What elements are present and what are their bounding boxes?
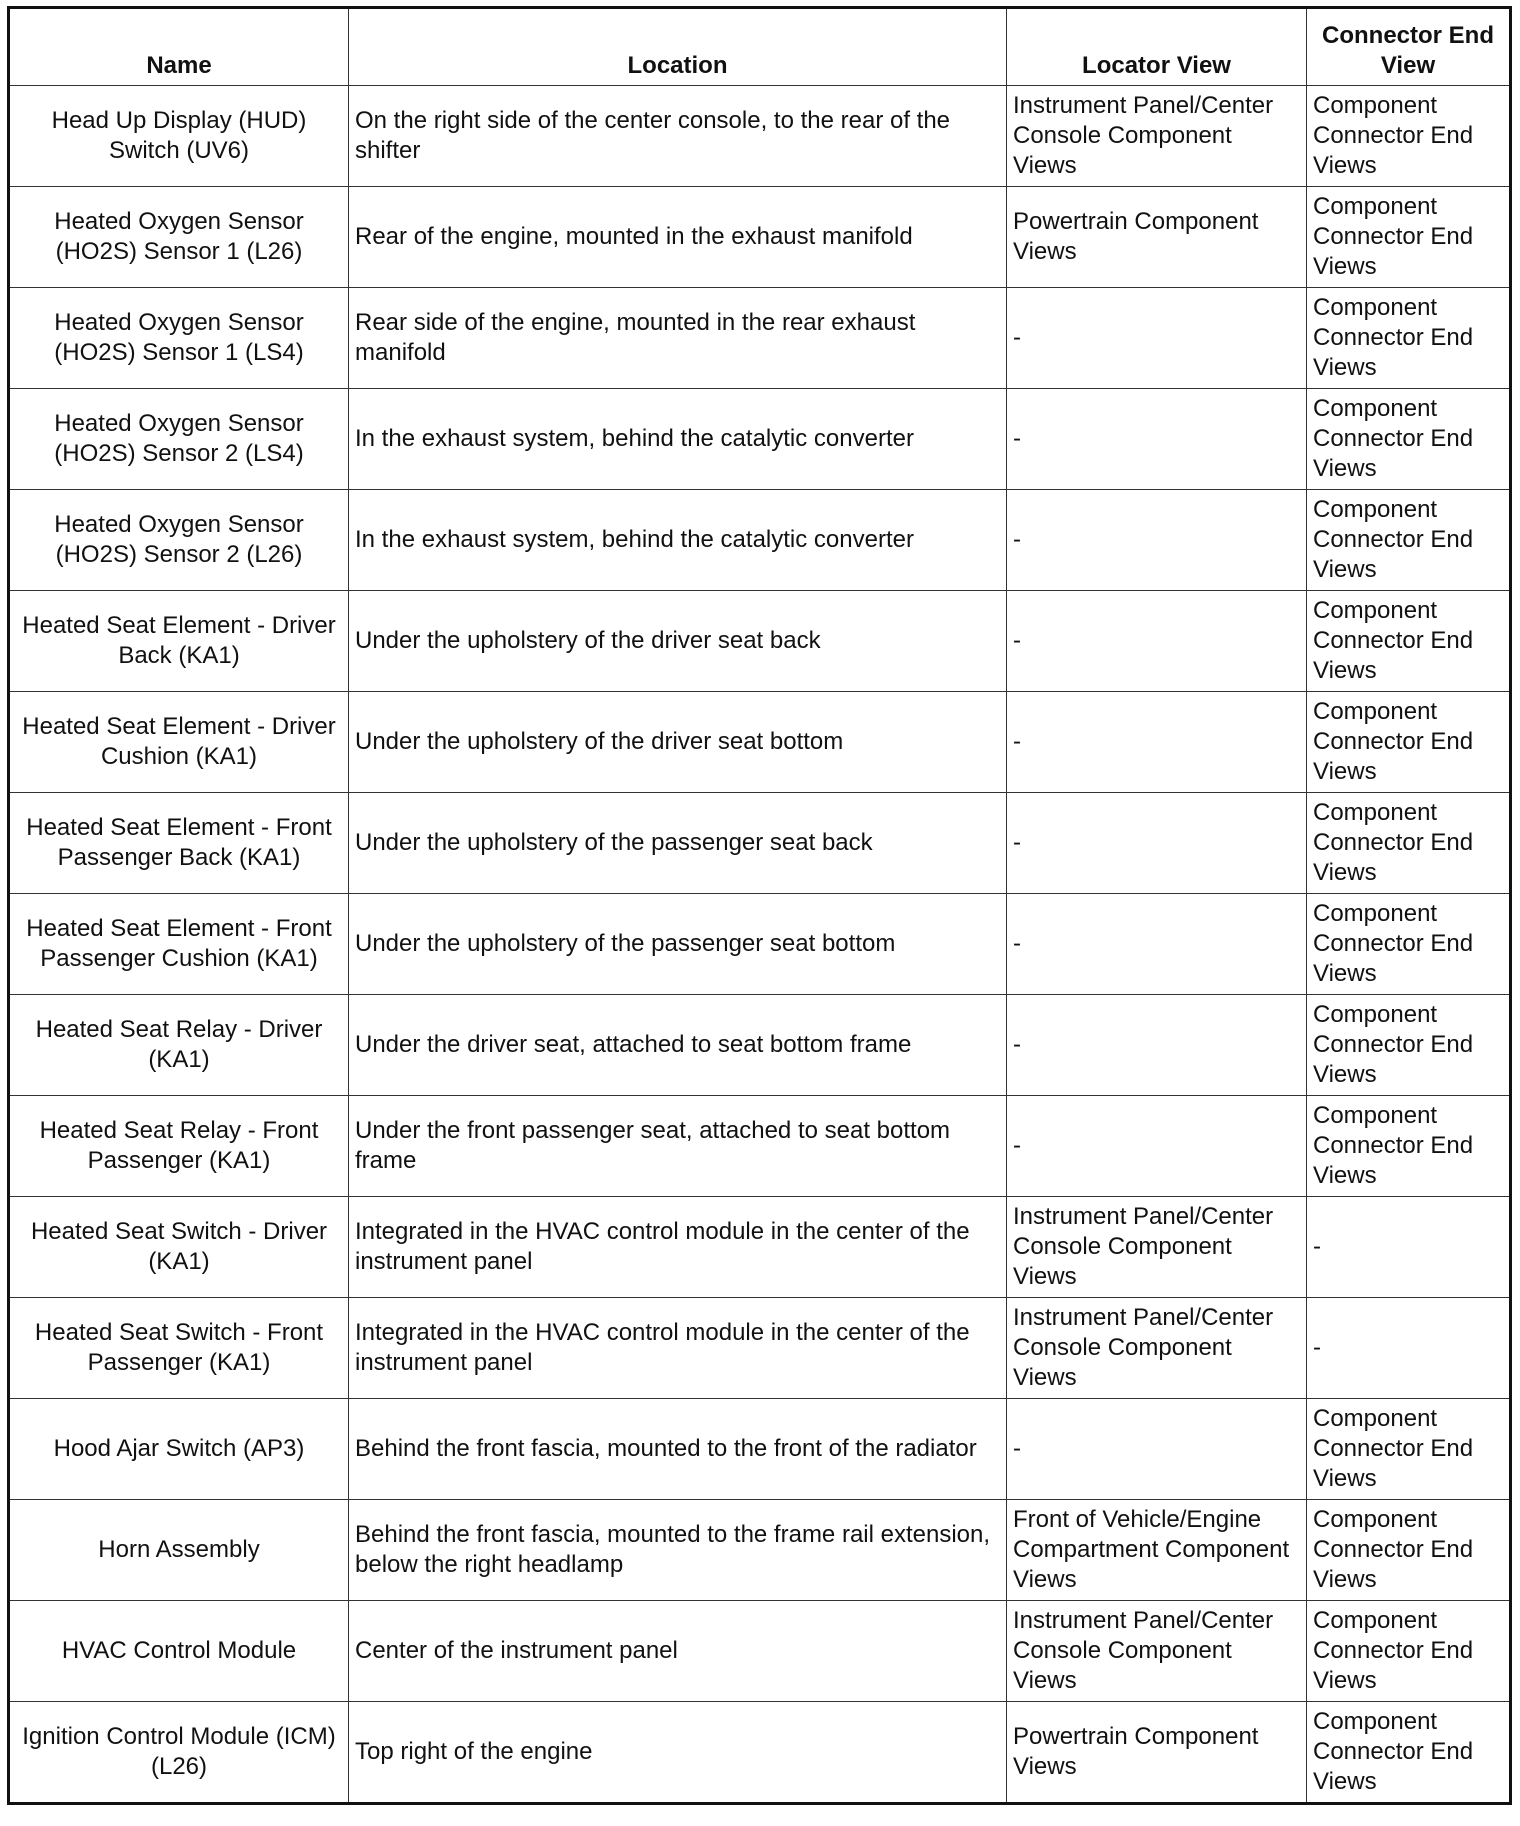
table-row bbox=[9, 692, 1511, 793]
cell-locator-view: Powertrain Component Views bbox=[1007, 187, 1307, 288]
header-locator-view: Locator View bbox=[1007, 8, 1307, 86]
cell-connector-end-view: Component Connector End Views bbox=[1307, 1500, 1511, 1601]
cell-connector-end-view: Component Connector End Views bbox=[1307, 86, 1511, 187]
cell-location: In the exhaust system, behind the catalytic converter bbox=[349, 389, 1007, 490]
cell-locator-view: - bbox=[1007, 389, 1307, 490]
cell-location: Behind the front fascia, mounted to the frame rail extension, below the right headlamp bbox=[349, 1500, 1007, 1601]
cell-connector-end-view: Component Connector End Views bbox=[1307, 1702, 1511, 1804]
cell-location: Under the driver seat, attached to seat bottom frame bbox=[349, 995, 1007, 1096]
cell-locator-view: Instrument Panel/Center Console Component Views bbox=[1007, 86, 1307, 187]
cell-location: Under the upholstery of the passenger seat bottom bbox=[349, 894, 1007, 995]
cell-location: Behind the front fascia, mounted to the front of the radiator bbox=[349, 1399, 1007, 1500]
table-row bbox=[9, 1197, 1511, 1298]
cell-connector-end-view: Component Connector End Views bbox=[1307, 1096, 1511, 1197]
cell-name: Heated Oxygen Sensor (HO2S) Sensor 2 (L26) bbox=[9, 490, 349, 591]
cell-connector-end-view: - bbox=[1307, 1298, 1511, 1399]
cell-name: Hood Ajar Switch (AP3) bbox=[9, 1399, 349, 1500]
header-location: Location bbox=[349, 8, 1007, 86]
cell-locator-view: - bbox=[1007, 1399, 1307, 1500]
cell-connector-end-view: Component Connector End Views bbox=[1307, 490, 1511, 591]
cell-locator-view: - bbox=[1007, 490, 1307, 591]
cell-name: Heated Seat Switch - Driver (KA1) bbox=[9, 1197, 349, 1298]
cell-name: Horn Assembly bbox=[9, 1500, 349, 1601]
cell-name: Heated Seat Relay - Front Passenger (KA1) bbox=[9, 1096, 349, 1197]
cell-connector-end-view: Component Connector End Views bbox=[1307, 389, 1511, 490]
cell-location: Integrated in the HVAC control module in the center of the instrument panel bbox=[349, 1298, 1007, 1399]
cell-connector-end-view: Component Connector End Views bbox=[1307, 692, 1511, 793]
cell-locator-view: - bbox=[1007, 894, 1307, 995]
component-locator-table bbox=[7, 6, 1512, 1805]
cell-connector-end-view: Component Connector End Views bbox=[1307, 995, 1511, 1096]
table-row bbox=[9, 389, 1511, 490]
cell-connector-end-view: Component Connector End Views bbox=[1307, 187, 1511, 288]
cell-name: Heated Seat Relay - Driver (KA1) bbox=[9, 995, 349, 1096]
cell-name: Head Up Display (HUD) Switch (UV6) bbox=[9, 86, 349, 187]
cell-locator-view: - bbox=[1007, 288, 1307, 389]
table-row bbox=[9, 1500, 1511, 1601]
cell-locator-view: Instrument Panel/Center Console Component Views bbox=[1007, 1601, 1307, 1702]
header-connector-end-view: Connector End View bbox=[1307, 8, 1511, 86]
table-row bbox=[9, 1702, 1511, 1804]
table-row bbox=[9, 187, 1511, 288]
cell-connector-end-view: Component Connector End Views bbox=[1307, 894, 1511, 995]
cell-connector-end-view: Component Connector End Views bbox=[1307, 1399, 1511, 1500]
cell-name: Heated Seat Element - Driver Back (KA1) bbox=[9, 591, 349, 692]
cell-locator-view: Instrument Panel/Center Console Component Views bbox=[1007, 1197, 1307, 1298]
cell-locator-view: Front of Vehicle/Engine Compartment Component Views bbox=[1007, 1500, 1307, 1601]
cell-location: Integrated in the HVAC control module in the center of the instrument panel bbox=[349, 1197, 1007, 1298]
cell-location: Center of the instrument panel bbox=[349, 1601, 1007, 1702]
table-row bbox=[9, 1601, 1511, 1702]
cell-location: Under the front passenger seat, attached to seat bottom frame bbox=[349, 1096, 1007, 1197]
cell-location: Top right of the engine bbox=[349, 1702, 1007, 1804]
table-row bbox=[9, 793, 1511, 894]
cell-name: Heated Seat Element - Front Passenger Cushion (KA1) bbox=[9, 894, 349, 995]
cell-locator-view: - bbox=[1007, 1096, 1307, 1197]
cell-name: Heated Oxygen Sensor (HO2S) Sensor 1 (LS4) bbox=[9, 288, 349, 389]
cell-locator-view: - bbox=[1007, 793, 1307, 894]
cell-name: Heated Oxygen Sensor (HO2S) Sensor 1 (L26) bbox=[9, 187, 349, 288]
table-row bbox=[9, 591, 1511, 692]
cell-location: Under the upholstery of the driver seat back bbox=[349, 591, 1007, 692]
cell-locator-view: - bbox=[1007, 591, 1307, 692]
cell-locator-view: - bbox=[1007, 995, 1307, 1096]
table-row bbox=[9, 490, 1511, 591]
table-row bbox=[9, 1399, 1511, 1500]
cell-location: Rear of the engine, mounted in the exhaust manifold bbox=[349, 187, 1007, 288]
cell-name: Ignition Control Module (ICM) (L26) bbox=[9, 1702, 349, 1804]
cell-connector-end-view: Component Connector End Views bbox=[1307, 591, 1511, 692]
cell-location: Under the upholstery of the passenger seat back bbox=[349, 793, 1007, 894]
cell-connector-end-view: Component Connector End Views bbox=[1307, 1601, 1511, 1702]
table-row bbox=[9, 995, 1511, 1096]
cell-location: In the exhaust system, behind the catalytic converter bbox=[349, 490, 1007, 591]
table-row bbox=[9, 894, 1511, 995]
cell-name: HVAC Control Module bbox=[9, 1601, 349, 1702]
cell-name: Heated Seat Element - Driver Cushion (KA1) bbox=[9, 692, 349, 793]
table-row bbox=[9, 288, 1511, 389]
cell-connector-end-view: - bbox=[1307, 1197, 1511, 1298]
cell-locator-view: Instrument Panel/Center Console Component Views bbox=[1007, 1298, 1307, 1399]
cell-location: Under the upholstery of the driver seat bottom bbox=[349, 692, 1007, 793]
cell-name: Heated Seat Element - Front Passenger Back (KA1) bbox=[9, 793, 349, 894]
cell-locator-view: Powertrain Component Views bbox=[1007, 1702, 1307, 1804]
cell-location: On the right side of the center console, to the rear of the shifter bbox=[349, 86, 1007, 187]
cell-connector-end-view: Component Connector End Views bbox=[1307, 288, 1511, 389]
header-row bbox=[9, 8, 1511, 86]
cell-location: Rear side of the engine, mounted in the rear exhaust manifold bbox=[349, 288, 1007, 389]
table-row bbox=[9, 1298, 1511, 1399]
cell-locator-view: - bbox=[1007, 692, 1307, 793]
header-name: Name bbox=[9, 8, 349, 86]
cell-name: Heated Oxygen Sensor (HO2S) Sensor 2 (LS4) bbox=[9, 389, 349, 490]
table-row bbox=[9, 86, 1511, 187]
cell-name: Heated Seat Switch - Front Passenger (KA1) bbox=[9, 1298, 349, 1399]
cell-connector-end-view: Component Connector End Views bbox=[1307, 793, 1511, 894]
table-row bbox=[9, 1096, 1511, 1197]
